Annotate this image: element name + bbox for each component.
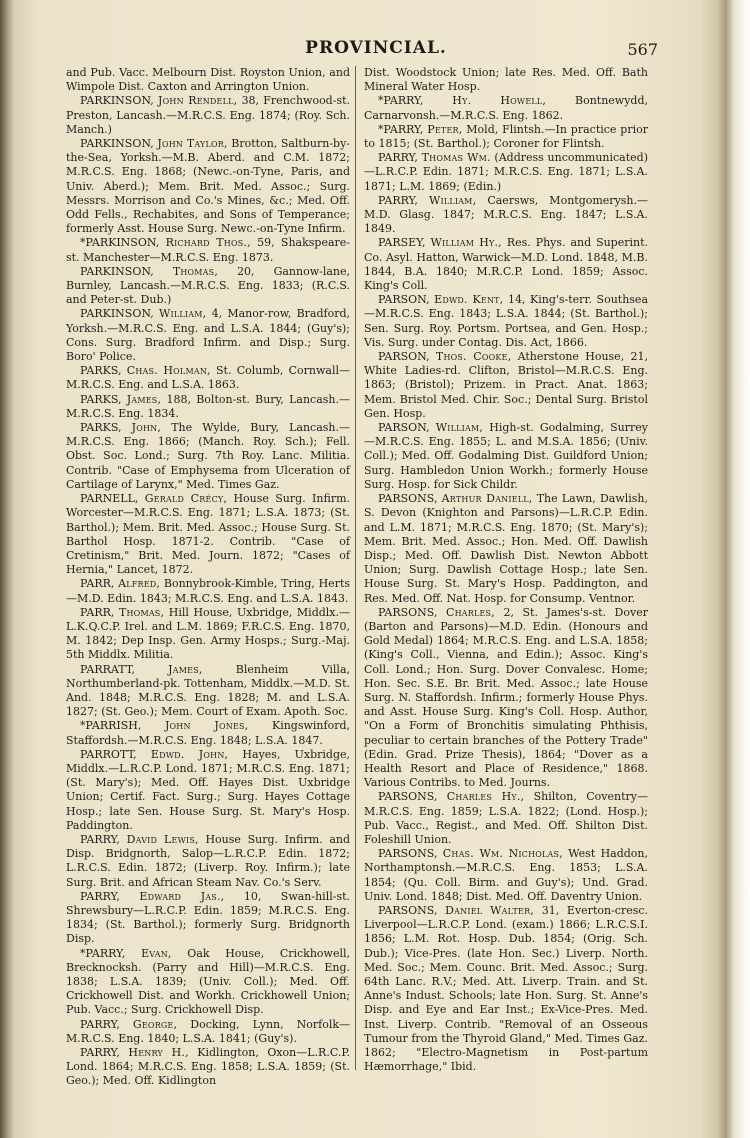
directory-entry: [66, 890, 350, 947]
entry-surname: PARSONS,: [378, 492, 438, 506]
directory-entry: [364, 236, 648, 293]
entry-surname: PARSEY,: [378, 236, 426, 250]
directory-entry: [364, 790, 648, 847]
entry-surname: PARRY,: [80, 1046, 120, 1060]
entry-surname: PARKINSON,: [80, 137, 154, 151]
entry-firstnames: Charles Hy.,: [446, 790, 525, 804]
entry-surname: PARRATT,: [80, 662, 135, 676]
directory-entry: [66, 236, 350, 264]
entry-surname: *PARKINSON,: [80, 236, 160, 250]
entry-surname: PARKINSON,: [80, 307, 154, 321]
entry-details: Hayes, Uxbridge, Middlx.—L.R.C.P. Lond. 1871; M.R.C.S. Eng. 1871; (St. Mary's); Med. Off. Hayes Dist. Uxbridge Union; Certif. Fact. Surg.; Surg. Hayes Cottage Hosp.; late Sen. House Surg. St. Mary's Hosp. Paddington.: [66, 747, 350, 832]
page-header-title: PROVINCIAL.: [305, 38, 447, 58]
directory-entry: [66, 421, 350, 492]
left-column: [66, 66, 350, 1089]
entry-surname: PARSONS,: [378, 847, 438, 861]
entry-surname: PARRY,: [80, 889, 120, 903]
entry-details: 20, Gannow-lane, Burnley, Lancash.—M.R.C.S. Eng. 1833; (R.C.S. and Peter-st. Dub.): [66, 264, 351, 307]
directory-entry: [66, 492, 350, 577]
entry-details: 14, King's-terr. Southsea—M.R.C.S. Eng. 1843; L.S.A. 1844; (St. Barthol.); Sen. Surg. Roy. Portsm. Portsea, and Gen. Hosp.; Vis. Surg. under Contag. Dis. Act, 1866.: [364, 293, 649, 349]
entry-firstnames: James,: [126, 392, 162, 406]
entry-surname: *PARRY,: [378, 94, 424, 108]
directory-entry: [364, 151, 648, 194]
directory-entry: [66, 1018, 350, 1046]
entry-firstnames: Arthur Daniell,: [441, 492, 533, 506]
directory-entry: [66, 947, 350, 1018]
directory-entry: [364, 847, 648, 904]
entry-details: Atherstone House, 21, White Ladies-rd. Clifton, Bristol—M.R.C.S. Eng. 1863; (Bristol); Prizem. in Pract. Anat. 1863; Mem. Bristol Med. Chir. Soc.; Dental Surg. Bristol Gen. Hosp.: [364, 350, 648, 420]
entry-details: 59, Shakspeare-st. Manchester—M.R.C.S. Eng. 1873.: [66, 236, 351, 264]
directory-entry: [66, 393, 350, 421]
directory-entry: [66, 1046, 350, 1089]
entry-details: Blenheim Villa, Northumberland-pk. Tottenham, Middlx.—M.D. St. And. 1848; M.R.C.S. Eng. 1828; M. and L.S.A. 1827; (St. Geo.); Mem. Court of Exam. Apoth. Soc.: [66, 662, 351, 719]
entry-firstnames: William,: [435, 421, 484, 435]
entry-surname: PARRY,: [80, 1017, 120, 1031]
page: [18, 0, 718, 1138]
entry-firstnames: John Jones,: [164, 719, 249, 733]
entry-surname: PARROTT,: [80, 747, 137, 761]
directory-entry: [364, 123, 648, 151]
entry-surname: PARNELL,: [80, 492, 139, 506]
entry-details: House Surg. Infirm. and Disp. Bridgnorth, Salop—L.R.C.P. Edin. 1872; L.R.C.S. Edin. 1872; (Liverp. Roy. Infirm.); late Surg. Brit. and African Steam Nav. Co.'s Serv.: [66, 832, 351, 889]
entry-surname: PARRY,: [378, 151, 418, 165]
entry-firstnames: John Rendell,: [158, 94, 238, 108]
entry-surname: PARSON,: [378, 293, 430, 307]
directory-entry: [364, 94, 648, 122]
entry-details: Kingswinford, Staffordsh.—M.R.C.S. Eng. 1848; L.S.A. 1847.: [66, 719, 350, 747]
entry-firstnames: Henry H.,: [128, 1046, 189, 1060]
entry-details: 2, St. James's-st. Dover (Barton and Parsons)—M.D. Edin. (Honours and Gold Medal) 1864; M.R.C.S. Eng. and L.S.A. 1858; (King's Coll., Vienna, and Edin.); Assoc. King's Coll. Lond.; Hon. Surg. Dover Convalesc. Home; Hon. Sec. S.E. Br. Brit. Med. Assoc.; late House Surg. N. Staffordsh. Infirm.; formerly House Phys. and Asst. House Surg. King's Coll. Hosp. Author, "On a Form of Bronchitis simulating Phthisis, peculiar to certain branches of the Pottery Trade" (Edin. Grad. Prize Thesis), 1864; "Dover as a Health Resort and Place of Residence," 1868. Various Contribs. to Med. Journs.: [364, 605, 648, 790]
entry-firstnames: James,: [168, 662, 203, 676]
entry-firstnames: David Lewis,: [126, 832, 199, 846]
directory-entry: [66, 606, 350, 663]
directory-entry: [66, 137, 350, 236]
entry-details: Caersws, Montgomerysh.—M.D. Glasg. 1847; M.R.C.S. Eng. 1847; L.S.A. 1849.: [364, 193, 649, 236]
directory-entry: [66, 833, 350, 890]
entry-details: Bontnewydd, Carnarvonsh.—M.R.C.S. Eng. 1862.: [364, 94, 648, 122]
entry-surname: PARKS,: [80, 392, 122, 406]
directory-entry: [364, 350, 648, 421]
entry-firstnames: Alfred,: [118, 577, 161, 591]
entry-surname: PARRY,: [378, 193, 418, 207]
entry-details: Mold, Flintsh.—In practice prior to 1815; (St. Barthol.); Coroner for Flintsh.: [364, 122, 648, 151]
entry-surname: PARSON,: [378, 421, 430, 435]
directory-entry: [364, 194, 648, 237]
entry-details: Oak House, Crickhowell, Brecknocksh. (Parry and Hill)—M.R.C.S. Eng. 1838; L.S.A. 1839; (Univ. Coll.); Med. Off. Crickhowell Dist. and Workh. Crickhowell Union; Pub. Vacc.; Surg. Crickhowell Disp.: [66, 946, 351, 1017]
entry-details: 31, Everton-cresc. Liverpool—L.R.C.P. Lond. (exam.) 1866; L.R.C.S.I. 1856; L.M. Rot. Hosp. Dub. 1854; (Orig. Sch. Dub.); Vice-Pres. (late Hon. Sec.) Liverp. North. Med. Soc.; Mem. Counc. Brit. Med. Assoc.; Surg. 64th Lanc. R.V.; Med. Att. Liverp. Train. and St. Anne's Indust. Schools; late Hon. Surg. St. Anne's Disp. and Eye and Ear Inst.; Ex-Vice-Pres. Med. Inst. Liverp. Contrib. "Removal of an Osseous Tumour from the Thyroid Gland," Med. Times Gaz. 1862; "Electro-Magnetism in Post-partum Hæmorrhage," Ibid.: [364, 903, 649, 1074]
entry-details: Bonnybrook-Kimble, Tring, Herts—M.D. Edin. 1843; M.R.C.S. Eng. and L.S.A. 1843.: [66, 577, 351, 605]
entry-firstnames: Hy. Howell,: [452, 94, 547, 108]
entry-surname: *PARRY,: [80, 946, 126, 960]
directory-entry: [364, 492, 648, 606]
entry-surname: *PARRY,: [378, 122, 424, 136]
entry-details: Dist. Woodstock Union; late Res. Med. Off. Bath Mineral Water Hosp.: [364, 66, 648, 94]
directory-entry: [66, 66, 350, 94]
entry-firstnames: John Taylor,: [157, 137, 228, 151]
entry-details: The Wylde, Bury, Lancash.—M.R.C.S. Eng. 1866; (Manch. Roy. Sch.); Fell. Obst. Soc. Lond.; Surg. 7th Roy. Lanc. Militia. Contrib. "Case of Emphysema from Ulceration of Cartilage of Larynx," Med. Times Gaz.: [66, 421, 350, 491]
entry-surname: PARSON,: [378, 350, 430, 364]
entry-details: House Surg. Infirm. Worcester—M.R.C.S. Eng. 1871; L.S.A. 1873; (St. Barthol.); Mem. Brit. Med. Assoc.; House Surg. St. Barthol Hosp. 1871-2. Contrib. "Case of Cretinism," Brit. Med. Journ. 1872; "Cases of Hernia," Lancet, 1872.: [66, 492, 351, 577]
entry-firstnames: Gerald Crécy,: [144, 492, 228, 506]
directory-entry: [66, 307, 350, 364]
directory-entry: [364, 606, 648, 791]
entry-details: (Address uncommunicated)—L.R.C.P. Edin. 1871; M.R.C.S. Eng. 1871; L.S.A. 1871; L.M. 1869; (Edin.): [364, 151, 649, 193]
entry-firstnames: Chas. Holman,: [126, 364, 211, 378]
entry-firstnames: Evan,: [141, 946, 172, 960]
entry-details: St. Columb, Cornwall—M.R.C.S. Eng. and L.S.A. 1863.: [66, 364, 350, 392]
entry-firstnames: Daniel Walter,: [445, 903, 535, 917]
directory-entry: [66, 94, 350, 137]
entry-firstnames: Chas. Wm. Nicholas,: [442, 847, 563, 861]
entry-details: Kidlington, Oxon—L.R.C.P. Lond. 1864; M.R.C.S. Eng. 1858; L.S.A. 1859; (St. Geo.); Med. Off. Kidlington: [66, 1046, 351, 1088]
entry-surname: PARSONS,: [378, 903, 438, 917]
entry-surname: PARSONS,: [378, 605, 438, 619]
directory-entry: [66, 265, 350, 308]
directory-entry: [66, 748, 350, 833]
entry-details: The Lawn, Dawlish, S. Devon (Knighton and Parsons)—L.R.C.P. Edin. and L.M. 1871; M.R.C.S. Eng. 1870; (St. Mary's); Mem. Brit. Med. Assoc.; Hon. Med. Off. Dawlish Disp.; Med. Off. Dawlish Dist. Newton Abbott Union; Surg. Dawlish Cottage Hosp.; late Sen. House Surg. St. Mary's Hosp. Paddington, and Res. Med. Off. Nat. Hosp. for Consump. Ventnor.: [364, 492, 648, 605]
entry-firstnames: Charles,: [445, 605, 495, 619]
directory-entry: [66, 663, 350, 720]
directory-entry: [66, 577, 350, 605]
entry-firstnames: Peter,: [427, 122, 463, 136]
entry-details: 38, Frenchwood-st. Preston, Lancash.—M.R.C.S. Eng. 1874; (Roy. Sch. Manch.): [66, 94, 351, 136]
entry-details: Brotton, Saltburn-by-the-Sea, Yorksh.—M.B. Aberd. and C.M. 1872; M.R.C.S. Eng. 1868; (Newc.-on-Tyne, Paris, and Univ. Aberd.); Mem. Brit. Med. Assoc.; Surg. Messrs. Morrison and Co.'s Mines, &c.; Med. Off. Odd Fells., Rechabites, and Sons of Temperance; formerly Asst. House Surg. Newc.-on-Tyne Infirm.: [66, 137, 351, 236]
entry-details: Shilton, Coventry—M.R.C.S. Eng. 1859; L.S.A. 1822; (Lond. Hosp.); Pub. Vacc., Regist., and Med. Off. Shilton Dist. Foleshill Union.: [364, 790, 648, 846]
entry-surname: PARKS,: [80, 421, 122, 435]
entry-surname: PARRY,: [80, 832, 120, 846]
entry-firstnames: Thos. Cooke,: [435, 350, 512, 364]
entry-details: 4, Manor-row, Bradford, Yorksh.—M.R.C.S. Eng. and L.S.A. 1844; (Guy's); Cons. Surg. Bradford Infirm. and Disp.; Surg. Boro' Police.: [66, 307, 351, 364]
entry-firstnames: Thomas,: [172, 264, 219, 278]
entry-surname: PARKINSON,: [80, 264, 154, 278]
page-number: 567: [627, 40, 658, 59]
entry-surname: PARR,: [80, 605, 115, 619]
entry-firstnames: Richard Thos.,: [165, 236, 251, 250]
entry-surname: PARSONS,: [378, 790, 438, 804]
directory-entry: [364, 293, 648, 350]
entry-firstnames: William,: [159, 307, 207, 321]
entry-details: West Haddon, Northamptonsh.—M.R.C.S. Eng. 1853; L.S.A. 1854; (Qu. Coll. Birm. and Guy's); Und. Grad. Univ. Lond. 1848; Dist. Med. Off. Daventry Union.: [364, 847, 649, 903]
entry-details: and Pub. Vacc. Melbourn Dist. Royston Union, and Wimpole Dist. Caxton and Arrington Union.: [66, 66, 350, 94]
entry-details: High-st. Godalming, Surrey—M.R.C.S. Eng. 1855; L. and M.S.A. 1856; (Univ. Coll.); Med. Off. Godalming Dist. Guildford Union; Surg. Hambledon Union Workh.; formerly House Surg. Hosp. for Sick Childr.: [364, 421, 649, 491]
column-divider: [355, 66, 356, 1070]
entry-firstnames: William Hy.,: [430, 236, 502, 250]
directory-entry: [66, 364, 350, 392]
entry-firstnames: William,: [428, 193, 477, 207]
entry-firstnames: John,: [131, 421, 162, 435]
entry-surname: PARKS,: [80, 364, 122, 378]
entry-firstnames: George,: [132, 1017, 178, 1031]
entry-details: 188, Bolton-st. Bury, Lancash.—M.R.C.S. Eng. 1834.: [66, 392, 350, 420]
entry-details: Docking, Lynn, Norfolk—M.R.C.S. Eng. 1840; L.S.A. 1841; (Guy's).: [66, 1017, 351, 1045]
entry-firstnames: Thomas,: [118, 605, 165, 619]
directory-entry: [364, 904, 648, 1074]
entry-firstnames: Thomas Wm.: [421, 151, 491, 165]
entry-surname: PARR,: [80, 577, 115, 591]
entry-firstnames: Edwd. John,: [150, 747, 229, 761]
entry-surname: *PARRISH,: [80, 719, 142, 733]
directory-entry: [364, 421, 648, 492]
entry-details: Hill House, Uxbridge, Middlx.—L.K.Q.C.P. Irel. and L.M. 1869; F.R.C.S. Eng. 1870, M. 1842; Dep Insp. Gen. Army Hosps.; Surg.-Maj. 5th Middlx. Militia.: [66, 605, 350, 662]
entry-details: Res. Phys. and Superint. Co. Asyl. Hatton, Warwick—M.D. Lond. 1848, M.B. 1844, B.A. 1840; M.R.C.P. Lond. 1859; Assoc. King's Coll.: [364, 236, 649, 293]
right-column: [364, 66, 648, 1074]
directory-entry: [364, 66, 648, 94]
entry-surname: PARKINSON,: [80, 94, 154, 108]
entry-details: 10, Swan-hill-st. Shrewsbury—L.R.C.P. Edin. 1859; M.R.C.S. Eng. 1834; (St. Barthol.); formerly Surg. Bridgnorth Disp.: [66, 889, 351, 946]
entry-firstnames: Edwd. Kent,: [434, 293, 504, 307]
entry-firstnames: Edward Jas.,: [139, 889, 225, 903]
directory-entry: [66, 719, 350, 747]
